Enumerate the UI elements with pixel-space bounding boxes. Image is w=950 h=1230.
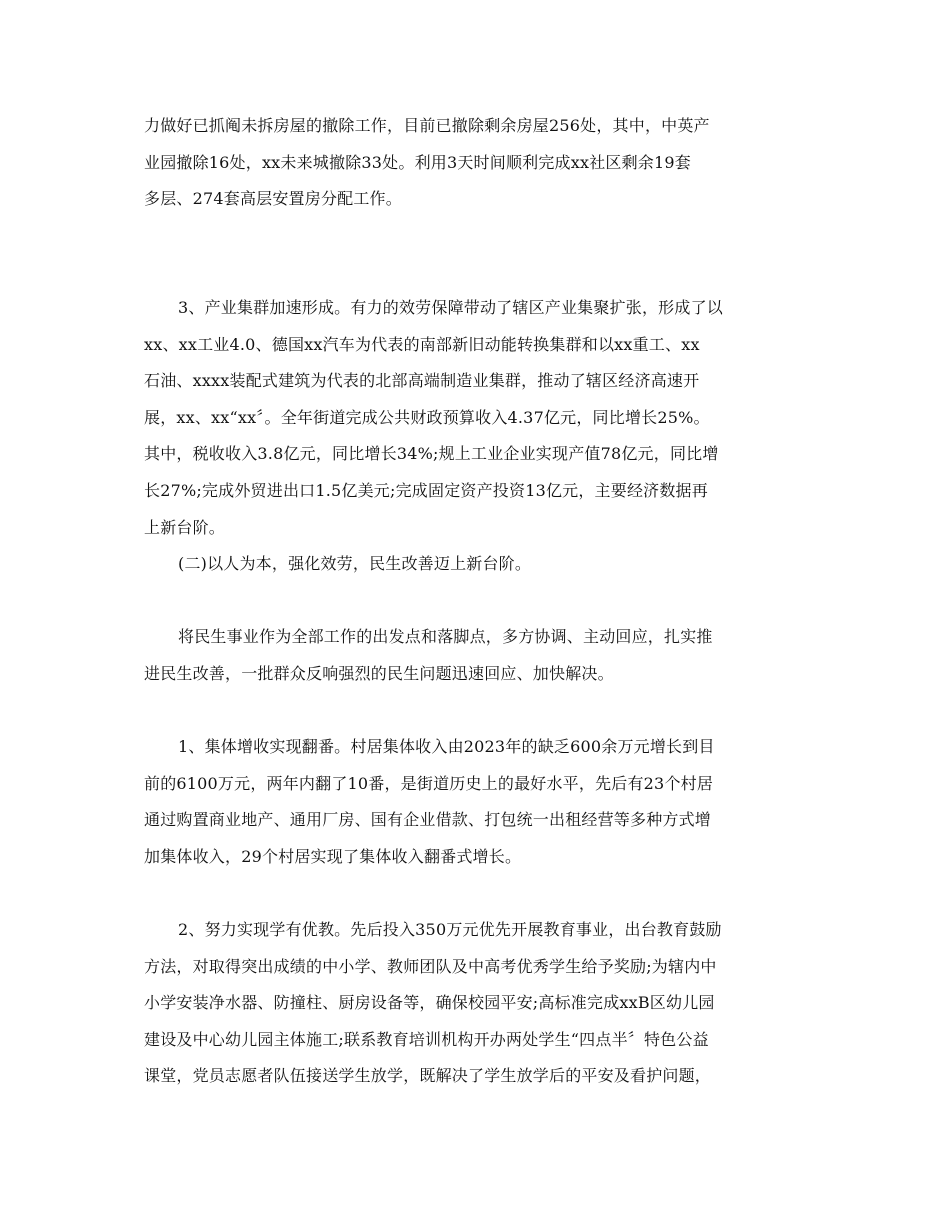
text-line: xx、xx工业4.0、德国xx汽车为代表的南部新旧动能转换集群和以xx重工、xx [144,334,700,354]
paragraph-2 [144,290,808,546]
text-line: 课堂，党员志愿者队伍接送学生放学，既解决了学生放学后的平安及看护问题， [144,1066,712,1086]
section-heading [144,546,808,583]
text-line: 2、努力实现学有优教。先后投入350万元优先开展教育事业，出台教育鼓励 [178,920,722,939]
paragraph-6 [144,912,808,1095]
text-line: 方法，对取得突出成绩的中小学、教师团队及中高考优秀学生给予奖励;为辖内中 [144,956,717,976]
text-line: 将民生事业作为全部工作的出发点和落脚点，多方协调、主动回应，扎实推 [178,627,713,646]
text-line: 建设及中心幼儿园主体施工;联系教育培训机构开办两处学生“四点半〞特色公益 [144,1029,709,1049]
text-line: 力做好已抓阄未拆房屋的撤除工作，目前已撤除剩余房屋256处，其中，中英产 [144,116,710,135]
text-line: 1、集体增收实现翻番。村居集体收入由2023年的缺乏600余万元增长到目 [178,737,715,756]
text-line: 其中，税收收入3.8亿元，同比增长34%;规上工业企业实现产值78亿元，同比增 [144,444,719,464]
text-line: 进民生改善，一批群众反响强烈的民生问题迅速回应、加快解决。 [144,663,614,683]
text-line: 长27%;完成外贸进出口1.5亿美元;完成固定资产投资13亿元，主要经济数据再 [144,480,708,500]
text-line: 通过购置商业地产、通用厂房、国有企业借款、打包统一出租经营等多种方式增 [144,810,712,830]
paragraph-1 [144,108,808,218]
text-line: 业园撤除16处，xx未来城撤除33处。利用3天时间顺利完成xx社区剩余19套 [144,152,691,172]
text-line: 展，xx、xx“xx〞。全年街道完成公共财政预算收入4.37亿元，同比增长25%。 [144,407,710,427]
paragraph-4 [144,619,808,692]
text-line: 上新台阶。 [144,517,226,537]
text-line: (二)以人为本，强化效劳，民生改善迈上新台阶。 [178,554,532,573]
text-line: 小学安装净水器、防撞柱、厨房设备等，确保校园平安;高标准完成xxB区幼儿园 [144,993,715,1013]
text-line: 加集体收入，29个村居实现了集体收入翻番式增长。 [144,846,522,866]
text-line: 石油、xxxx装配式建筑为代表的北部高端制造业集群，推动了辖区经济高速开 [144,371,700,391]
text-line: 3、产业集群加速形成。有力的效劳保障带动了辖区产业集聚扩张，形成了以 [178,298,723,317]
paragraph-5 [144,729,808,875]
text-line: 前的6100万元，两年内翻了10番，是街道历史上的最好水平，先后有23个村居 [144,773,714,793]
text-line: 多层、274套高层安置房分配工作。 [144,189,402,209]
